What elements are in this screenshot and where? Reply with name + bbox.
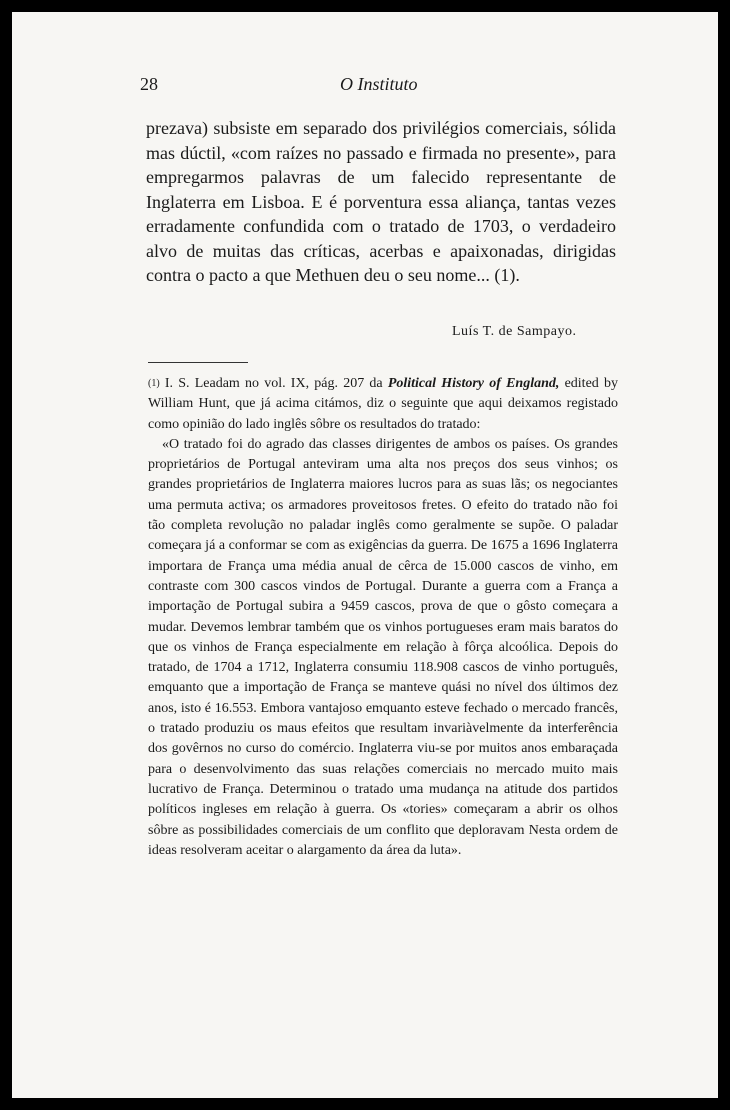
footnote-quote: «O tratado foi do agrado das classes dirigentes de ambos os países. Os grandes proprietários de Portugal anteviram uma alta nos preços dos seus vinhos; os grandes proprietários de Inglaterra maiores lucros para as suas lãs; os negociantes uma permuta activa; os armadores proveitosos fretes. O efeito do tratado não foi tão completa revolução no paladar inglês como geralmente se supõe. O paladar começara já a conformar se com as exigências da guerra. De 1675 a 1696 Inglaterra importara de França uma média anual de cêrca de 15.000 cascos de vinho, em contraste com 300 cascos vindos de Portugal. Durante a guerra com a França a importação de Portugal subira a 9459 cascos, prova de que o gôsto começara a mudar. Devemos lembrar também que os vinhos portugueses eram mais baratos do que os vinhos de França especialmente em relação à fôrça alcoólica. Depois do tratado, de 1704 a 1712, Inglaterra consumiu 118.908 cascos de vinho português, emquanto que a importação de França se manteve quási no nível dos últimos dez anos, isto é 16.553. Embora vantajoso emquanto esteve fechado o mercado francês, o tratado produziu os maus efeitos que resultam invariàvelmente da interferência dos govêrnos no curso do comércio. Inglaterra viu-se por muitos anos embaraçada para o desenvolvimento das suas relações comerciais no mercado muito mais lucrativo de França. Determinou o tratado uma mudança na atitude dos partidos políticos ingleses em relação à guerra. Os «tories» começaram a abrir os olhos sôbre as possibilidades comerciais de um conflito que deploravam Nesta ordem de ideas resolveram aceitar o alargamento da área da luta».	[148, 436, 618, 858]
page-header	[140, 74, 620, 100]
footnote-intro-part2: edited by William Hunt, que já acima citámos, diz o seguinte que aqui deixamos registado como opinião do lado inglês sôbre os resultados do tratado:	[148, 376, 618, 432]
running-title: O Instituto	[340, 74, 418, 94]
footnote-intro-part1: I. S. Leadam no vol. IX, pág. 207 da	[164, 376, 383, 391]
main-paragraph: prezava) subsiste em separado dos privilégios comerciais, sólida mas dúctil, «com raízes no passado e firmada no presente», para empregarmos palavras de um falecido representante de Inglaterra em Lisboa. E é porventura essa aliança, tantas vezes erradamente confundida com o tratado de 1703, o verdadeiro alvo de muitas das críticas, acerbas e apaixonadas, dirigidas contra o pacto a que Methuen deu o seu nome... (1).	[146, 118, 616, 285]
main-paragraph-block	[146, 116, 616, 288]
footnote-intro	[148, 374, 618, 435]
footnote-divider	[148, 362, 248, 363]
footnote	[148, 374, 618, 861]
document-page	[12, 12, 718, 1098]
footnote-marker: (1)	[148, 378, 160, 389]
author-signature: Luís T. de Sampayo.	[452, 324, 577, 339]
page-number: 28	[140, 74, 158, 94]
footnote-book-title: Political History of England,	[387, 376, 560, 391]
